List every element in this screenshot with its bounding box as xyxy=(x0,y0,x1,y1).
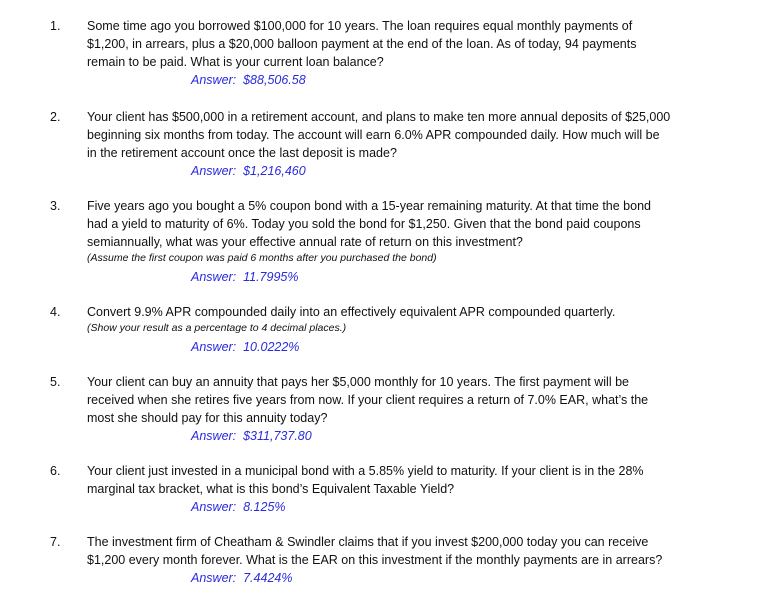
answer-label: Answer: xyxy=(191,500,237,514)
problem-number: 5. xyxy=(50,375,61,389)
problem-number: 2. xyxy=(50,110,61,124)
answer-value: $88,506.58 xyxy=(243,73,306,87)
problem-number: 6. xyxy=(50,464,61,478)
answer-label: Answer: xyxy=(191,164,237,178)
problem-text: Five years ago you bought a 5% coupon bond with a 15-year remaining maturity. At that time the bond had a yield to maturity of 6%. Today you sold the bond for $1,250. Given that the bond paid coupons semiannually, what was your effective annual rate of return on this investment? xyxy=(87,199,651,249)
answer-label: Answer: xyxy=(191,270,237,284)
answer-value: $1,216,460 xyxy=(243,164,306,178)
answer-label: Answer: xyxy=(191,429,237,443)
problem-note: (Show your result as a percentage to 4 decimal places.) xyxy=(87,322,347,334)
answer-value: 7.4424% xyxy=(243,571,293,585)
answer-value: 11.7995% xyxy=(243,270,299,284)
problem-text: Your client has $500,000 in a retirement account, and plans to make ten more annual deposits of $25,000 beginning six months from today. The account will earn 6.0% APR compounded daily. How much will be in the retirement account once the last deposit is made? xyxy=(87,110,671,160)
answer-value: $311,737.80 xyxy=(243,429,312,443)
answer-value: 8.125% xyxy=(243,500,286,514)
answer-label: Answer: xyxy=(191,340,237,354)
answer-line xyxy=(191,427,312,445)
answer-value: 10.0222% xyxy=(243,340,300,354)
problem-number: 7. xyxy=(50,535,61,549)
problem-text: Convert 9.9% APR compounded daily into an effectively equivalent APR compounded quarterly. xyxy=(87,305,616,319)
problem-number: 4. xyxy=(50,305,61,319)
answer-line xyxy=(191,71,306,89)
problem-text: Your client just invested in a municipal bond with a 5.85% yield to maturity. If your client is in the 28% marginal tax bracket, what is this bond’s Equivalent Taxable Yield? xyxy=(87,464,644,496)
problem-text: Your client can buy an annuity that pays her $5,000 monthly for 10 years. The first payment will be received when she retires five years from now. If your client requires a return of 7.0% EAR, what’s the most she should pay for this annuity today? xyxy=(87,375,649,425)
problem-note: (Assume the first coupon was paid 6 months after you purchased the bond) xyxy=(87,252,437,264)
answer-line xyxy=(191,162,306,180)
answer-line xyxy=(191,268,298,286)
answer-line xyxy=(191,338,299,356)
problem-number: 1. xyxy=(50,19,61,33)
answer-line xyxy=(191,498,286,516)
answer-label: Answer: xyxy=(191,73,237,87)
answer-line xyxy=(191,569,292,587)
answer-label: Answer: xyxy=(191,571,237,585)
problem-number: 3. xyxy=(50,199,61,213)
problem-text: Some time ago you borrowed $100,000 for 10 years. The loan requires equal monthly payments of $1,200, in arrears, plus a $20,000 balloon payment at the end of the loan. As of today, 94 payments remain to be paid. What is your current loan balance? xyxy=(87,19,637,69)
problem-text: The investment firm of Cheatham & Swindler claims that if you invest $200,000 today you can receive $1,200 every month forever. What is the EAR on this investment if the monthly payments are in arrears? xyxy=(87,535,663,567)
